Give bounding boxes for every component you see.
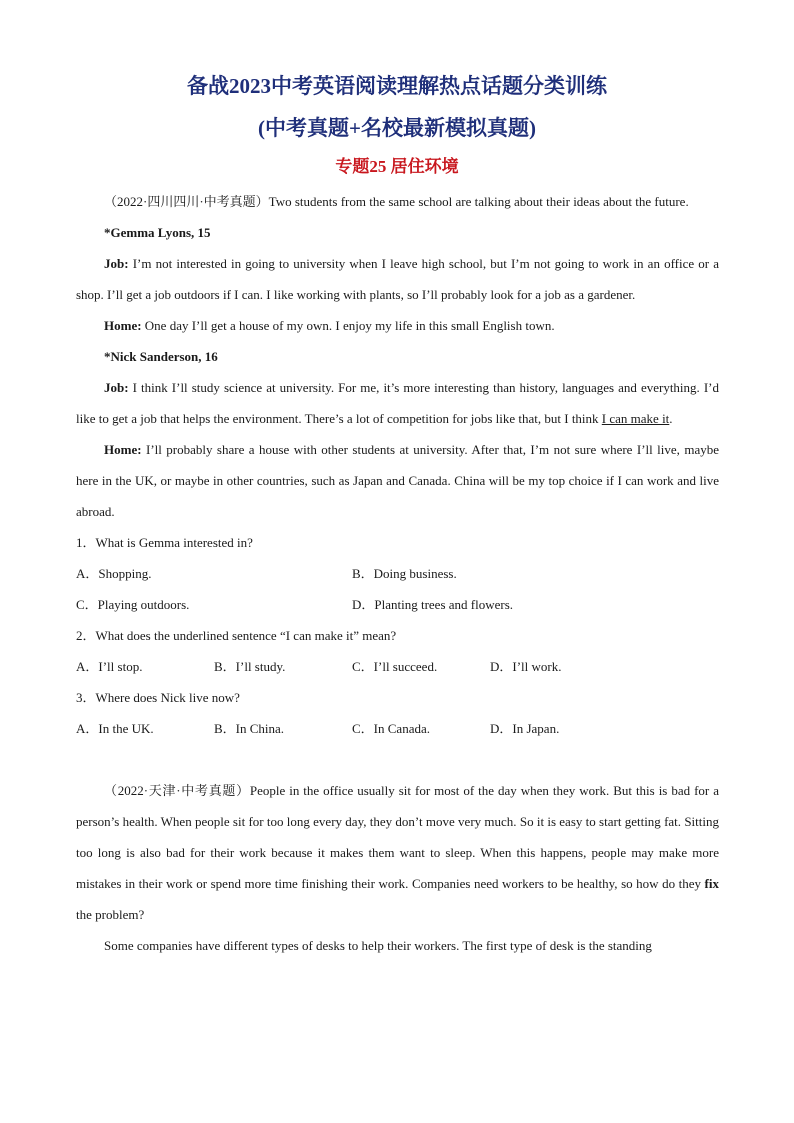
q3-option-a: A．In the UK. [76, 721, 154, 736]
bold-word-fix: fix [704, 876, 719, 891]
q3-option-c: C．In Canada. [352, 721, 430, 736]
question-1-stem: 1．What is Gemma interested in? [76, 535, 253, 550]
person1-job-label: Job: [104, 256, 129, 271]
person1-job-text: I’m not interested in going to university when I leave high school, but I’m not going to work in an office or a shop. I’ll get a job outdoors if I can. I like working with plants, so I’ll probably look for a job as a gardener. [76, 256, 720, 302]
section-spacer [76, 744, 719, 775]
passage1-intro [76, 186, 719, 217]
passage2-para1 [76, 775, 719, 930]
person1-job [76, 248, 719, 310]
q3-option-b: B．In China. [214, 721, 285, 736]
person2-home-label: Home: [104, 442, 142, 457]
person2-name: *Nick Sanderson, 16 [104, 349, 218, 364]
person1-name: *Gemma Lyons, 15 [104, 225, 211, 240]
document-subtitle: (中考真题+名校最新模拟真题) [258, 116, 536, 140]
passage1-intro-text: Two students from the same school are talking about their ideas about the future. [268, 194, 689, 209]
q2-option-c: C．I’ll succeed. [352, 659, 438, 674]
person2-job [76, 372, 719, 434]
passage2-para2: Some companies have different types of desks to help their workers. The first type of desk is the standing [104, 938, 652, 953]
question-1-options-row2 [76, 589, 719, 620]
q3-option-d: D．In Japan. [490, 721, 560, 736]
document-body [76, 186, 719, 961]
person1-home [76, 310, 719, 341]
passage2-para1-text: People in the office usually sit for most of the day when they work. But this is bad for a person’s health. When people sit for too long every day, they don’t move very much. So it is easy to start getting fat. Sitting too long is also bad for their work because it makes them want to sleep. When this happens, people may make more mistakes in their work or spend more time finishing their work. Companies need workers to be healthy, so how do they [76, 783, 719, 891]
question-1-options-row1 [76, 558, 719, 589]
person1-home-text: One day I’ll get a house of my own. I enjoy my life in this small English town. [144, 318, 555, 333]
person2-job-label: Job: [104, 380, 129, 395]
passage1-source: （2022·四川四川·中考真题） [104, 194, 269, 209]
q1-option-d: D．Planting trees and flowers. [352, 597, 514, 612]
question-3-options [76, 713, 719, 744]
question-2-stem: 2．What does the underlined sentence “I can make it” mean? [76, 628, 397, 643]
passage2-para1-end: the problem? [76, 907, 145, 922]
document-title: 备战2023中考英语阅读理解热点话题分类训练 [187, 74, 607, 98]
question-3-stem: 3．Where does Nick live now? [76, 690, 240, 705]
question-2-options [76, 651, 719, 682]
q1-option-b: B．Doing business. [352, 566, 457, 581]
q2-option-b: B．I’ll study. [214, 659, 286, 674]
q1-option-c: C．Playing outdoors. [76, 597, 190, 612]
q2-option-a: A．I’ll stop. [76, 659, 143, 674]
person2-job-text: I think I’ll study science at university. For me, it’s more interesting than history, languages and everything. I’d like to get a job that helps the environment. There’s a lot of competition for jobs like that, but I think [76, 380, 720, 426]
topic-heading: 专题25 居住环境 [335, 157, 459, 176]
q1-option-a: A．Shopping. [76, 566, 152, 581]
q2-option-d: D．I’ll work. [490, 659, 562, 674]
passage2-source: （2022·天津·中考真题） [104, 783, 250, 798]
underlined-sentence: I can make it [601, 411, 670, 426]
person1-home-label: Home: [104, 318, 142, 333]
person2-home-text: I’ll probably share a house with other students at university. After that, I’m not sure where I’ll live, maybe here in the UK, or maybe in other countries, such as Japan and Canada. China will be my top choice if I can work and live abroad. [76, 442, 720, 519]
person2-home [76, 434, 719, 527]
person2-job-end: . [669, 411, 673, 426]
